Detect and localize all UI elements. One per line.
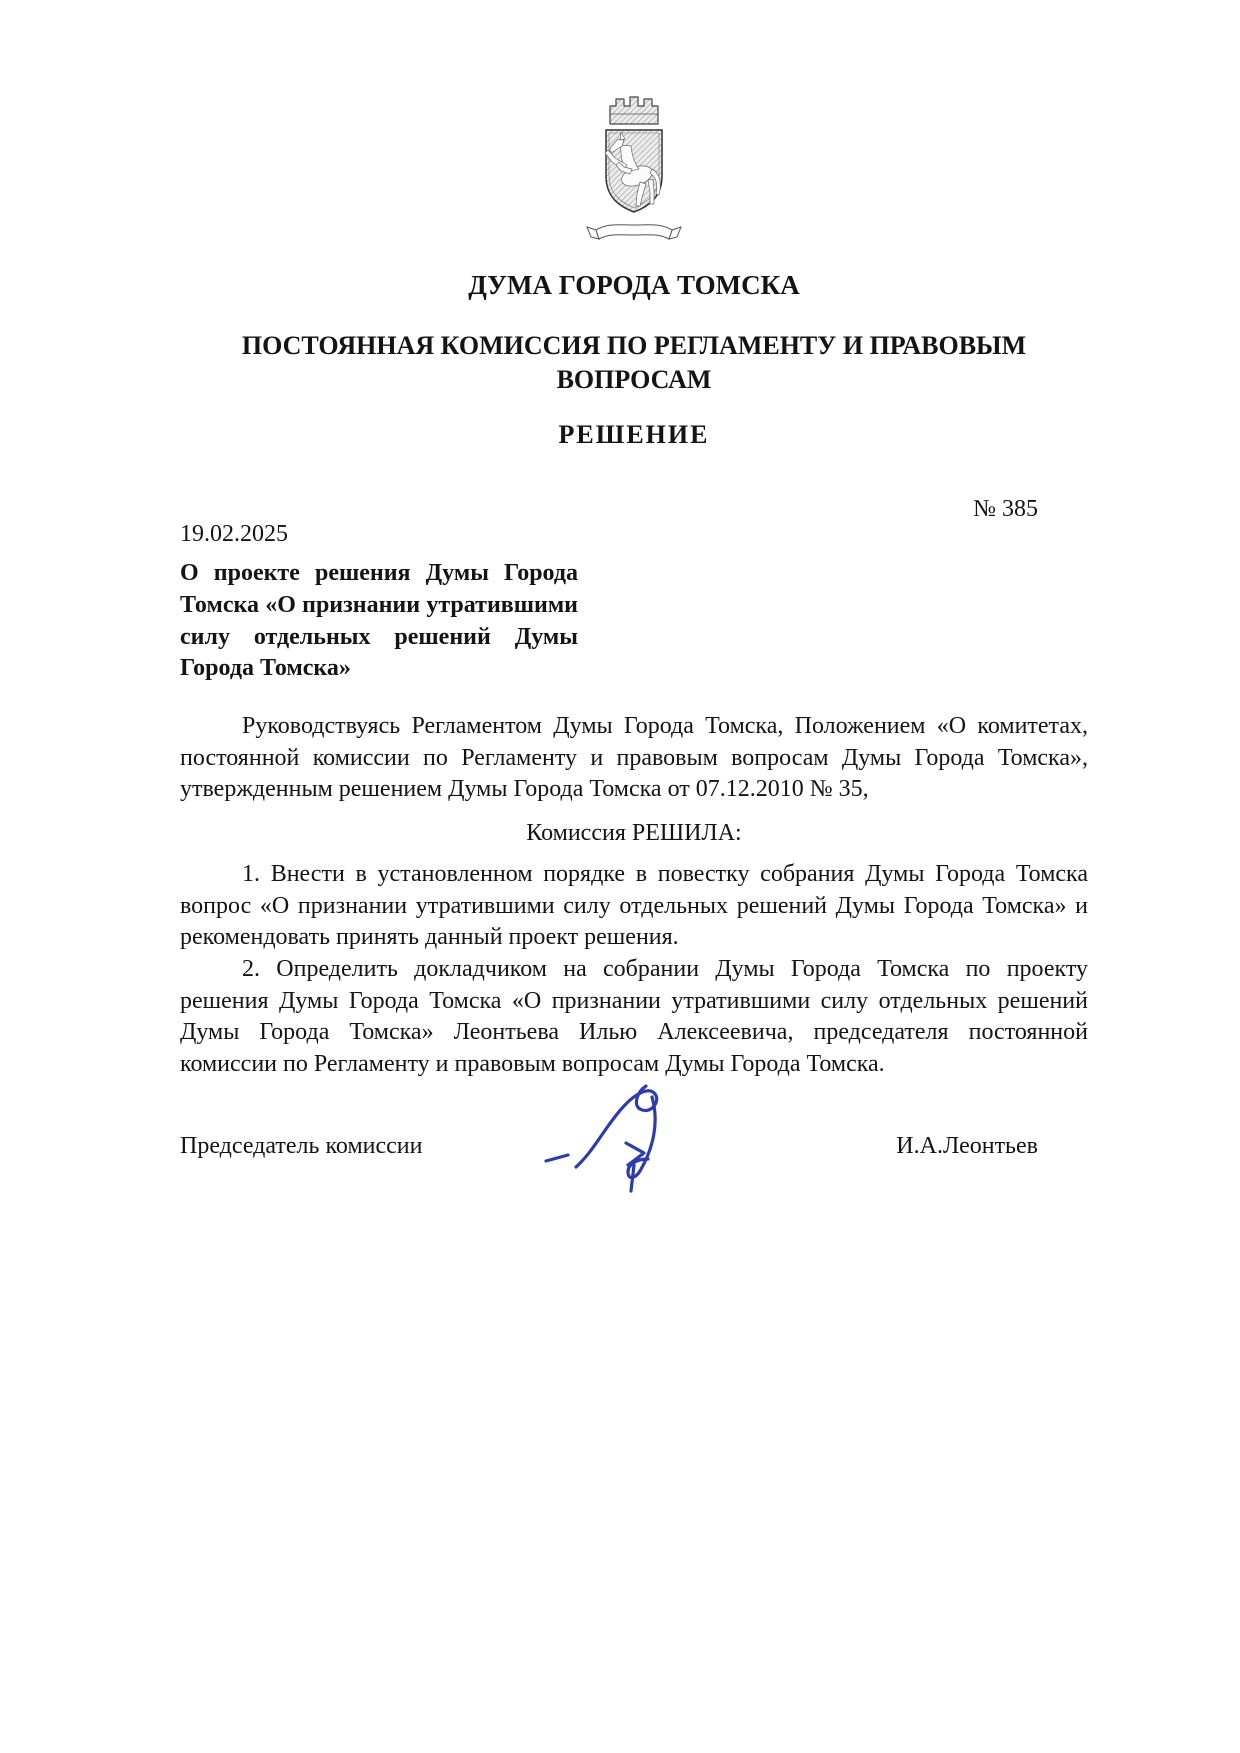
organization-title: ДУМА ГОРОДА ТОМСКА — [468, 270, 800, 300]
signature-ink-icon — [538, 1079, 718, 1204]
signature-block — [180, 1133, 1088, 1160]
coat-of-arms-icon — [574, 84, 694, 254]
document-subject: О проекте решения Думы Города Томска «О признании утратившими силу отдельных решений Думы Города Томска» — [180, 560, 578, 682]
tomsk-coat-of-arms — [574, 84, 694, 259]
signatory-position: Председатель комиссии — [180, 1132, 423, 1159]
mural-crown-icon — [610, 97, 658, 124]
document-date: 19.02.2025 — [180, 521, 288, 548]
document-type-heading: РЕШЕНИЕ — [558, 420, 710, 450]
ribbon-icon — [587, 225, 681, 239]
signatory-name: И.А.Леонтьев — [896, 1132, 1038, 1159]
resolution-item-2: 2. Определить докладчиком на собрании Думы Города Томска по проекту решения Думы Города Томска «О признании утратившими силу отдельных решений Думы Города Томска» Леонтьева Илью Алексеевича, председателя постоянной комиссии по Регламенту и правовым вопросам Думы Города Томска. — [180, 956, 1088, 1078]
document-number: № 385 — [973, 496, 1038, 523]
commission-title: ПОСТОЯННАЯ КОМИССИЯ ПО РЕГЛАМЕНТУ И ПРАВОВЫМ ВОПРОСАМ — [241, 330, 1027, 394]
document-content — [0, 84, 1240, 1160]
resolution-item-1: 1. Внести в установленном порядке в повестку собрания Думы Города Томска вопрос «О признании утратившими силу отдельных решений Думы Города Томска» и рекомендовать принять данный проект решения. — [180, 861, 1088, 951]
preamble-paragraph: Руководствуясь Регламентом Думы Города Томска, Положением «О комитетах, постоянной комиссии по Регламенту и правовым вопросам Думы Города Томска», утвержденным решением Думы Города Томска от 07.12.2010 № 35, — [180, 713, 1088, 803]
resolution-heading: Комиссия РЕШИЛА: — [526, 820, 742, 847]
handwritten-signature — [538, 1079, 718, 1204]
